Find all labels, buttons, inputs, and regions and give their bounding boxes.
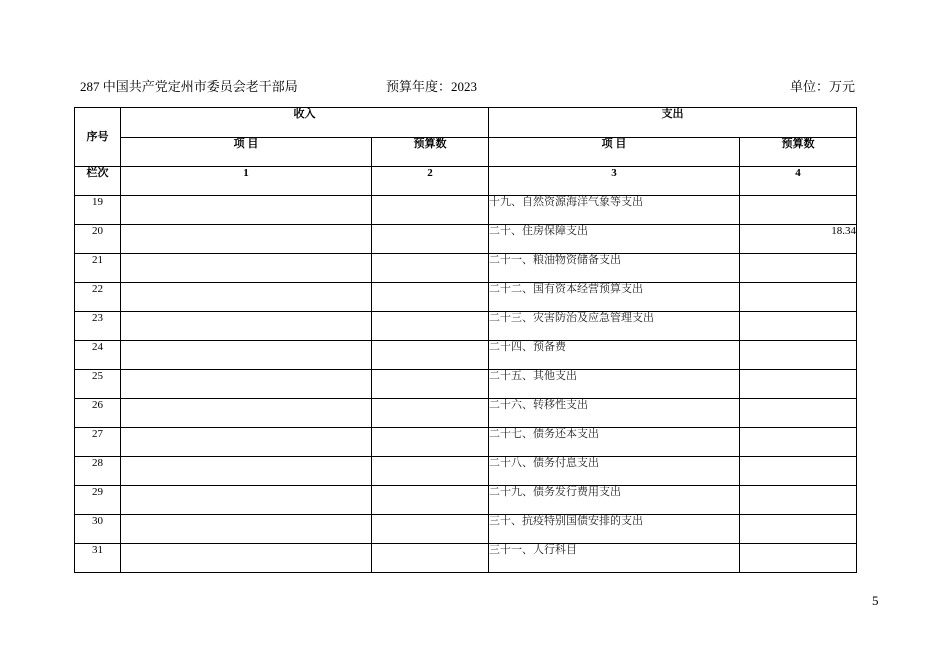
expense-item-cell: 三十一、人行科目 — [489, 544, 740, 573]
expense-item-cell: 二十三、灾害防治及应急管理支出 — [489, 312, 740, 341]
budget-table — [74, 107, 857, 573]
income-item-cell — [121, 515, 372, 544]
income-amount-header: 预算数 — [372, 138, 489, 167]
column-number-3: 3 — [489, 167, 740, 196]
expense-item-cell: 二十九、债务发行费用支出 — [489, 486, 740, 515]
expense-item-cell: 二十七、债务还本支出 — [489, 428, 740, 457]
table-row — [75, 225, 857, 254]
income-amount-cell — [372, 399, 489, 428]
expense-amount-cell — [740, 254, 857, 283]
expense-item-cell: 十九、自然资源海洋气象等支出 — [489, 196, 740, 225]
expense-amount-cell — [740, 283, 857, 312]
income-item-cell — [121, 457, 372, 486]
expense-amount-cell: 18.34 — [740, 225, 857, 254]
income-item-cell — [121, 544, 372, 573]
table-row — [75, 254, 857, 283]
income-amount-cell — [372, 486, 489, 515]
table-row — [75, 428, 857, 457]
unit-label: 单位：万元 — [790, 79, 856, 94]
income-item-cell — [121, 312, 372, 341]
table-row — [75, 312, 857, 341]
row-seq-cell: 31 — [75, 544, 121, 573]
income-amount-cell — [372, 225, 489, 254]
income-amount-cell — [372, 457, 489, 486]
budget-year: 预算年度：2023 — [386, 79, 478, 94]
income-item-cell — [121, 254, 372, 283]
row-seq-cell: 19 — [75, 196, 121, 225]
row-seq-cell: 22 — [75, 283, 121, 312]
income-item-cell — [121, 341, 372, 370]
expense-amount-cell — [740, 457, 857, 486]
expense-amount-cell — [740, 515, 857, 544]
income-amount-cell — [372, 254, 489, 283]
table-row — [75, 486, 857, 515]
income-amount-cell — [372, 515, 489, 544]
column-row-label: 栏次 — [75, 167, 121, 196]
column-number-2: 2 — [372, 167, 489, 196]
expense-amount-cell — [740, 544, 857, 573]
organization-title: 287 中国共产党定州市委员会老干部局 — [80, 79, 298, 94]
row-seq-cell: 27 — [75, 428, 121, 457]
income-item-cell — [121, 370, 372, 399]
expense-amount-cell — [740, 486, 857, 515]
expense-amount-header: 预算数 — [740, 138, 857, 167]
expense-amount-cell — [740, 341, 857, 370]
expense-amount-cell — [740, 370, 857, 399]
expense-item-cell: 二十一、粮油物资储备支出 — [489, 254, 740, 283]
row-seq-cell: 30 — [75, 515, 121, 544]
row-seq-cell: 24 — [75, 341, 121, 370]
expense-item-header: 项 目 — [489, 138, 740, 167]
expense-item-cell: 二十六、转移性支出 — [489, 399, 740, 428]
header-row-groups — [75, 108, 857, 138]
income-item-cell — [121, 428, 372, 457]
seq-header: 序号 — [75, 108, 121, 167]
income-amount-cell — [372, 428, 489, 457]
page-number: 5 — [872, 593, 879, 608]
column-number-4: 4 — [740, 167, 857, 196]
expense-amount-cell — [740, 428, 857, 457]
income-item-header: 项 目 — [121, 138, 372, 167]
row-seq-cell: 29 — [75, 486, 121, 515]
row-seq-cell: 25 — [75, 370, 121, 399]
income-amount-cell — [372, 370, 489, 399]
row-seq-cell: 28 — [75, 457, 121, 486]
expense-header: 支出 — [489, 108, 857, 138]
income-item-cell — [121, 486, 372, 515]
income-amount-cell — [372, 196, 489, 225]
table-row — [75, 341, 857, 370]
table-row — [75, 544, 857, 573]
income-item-cell — [121, 283, 372, 312]
expense-amount-cell — [740, 312, 857, 341]
income-item-cell — [121, 196, 372, 225]
income-amount-cell — [372, 341, 489, 370]
table-row — [75, 399, 857, 428]
column-number-1: 1 — [121, 167, 372, 196]
table-row — [75, 457, 857, 486]
table-row — [75, 515, 857, 544]
income-header: 收入 — [121, 108, 489, 138]
income-amount-cell — [372, 544, 489, 573]
expense-amount-cell — [740, 399, 857, 428]
expense-item-cell: 二十八、债务付息支出 — [489, 457, 740, 486]
row-seq-cell: 20 — [75, 225, 121, 254]
income-item-cell — [121, 399, 372, 428]
income-amount-cell — [372, 283, 489, 312]
expense-item-cell: 二十四、预备费 — [489, 341, 740, 370]
income-amount-cell — [372, 312, 489, 341]
column-number-row — [75, 167, 857, 196]
table-row — [75, 370, 857, 399]
income-item-cell — [121, 225, 372, 254]
table-row — [75, 283, 857, 312]
table-row — [75, 196, 857, 225]
expense-item-cell: 二十二、国有资本经营预算支出 — [489, 283, 740, 312]
budget-table-body — [75, 108, 857, 573]
row-seq-cell: 23 — [75, 312, 121, 341]
expense-amount-cell — [740, 196, 857, 225]
expense-item-cell: 二十五、其他支出 — [489, 370, 740, 399]
header-row-columns — [75, 138, 857, 167]
row-seq-cell: 21 — [75, 254, 121, 283]
expense-item-cell: 二十、住房保障支出 — [489, 225, 740, 254]
expense-item-cell: 三十、抗疫特别国债安排的支出 — [489, 515, 740, 544]
row-seq-cell: 26 — [75, 399, 121, 428]
